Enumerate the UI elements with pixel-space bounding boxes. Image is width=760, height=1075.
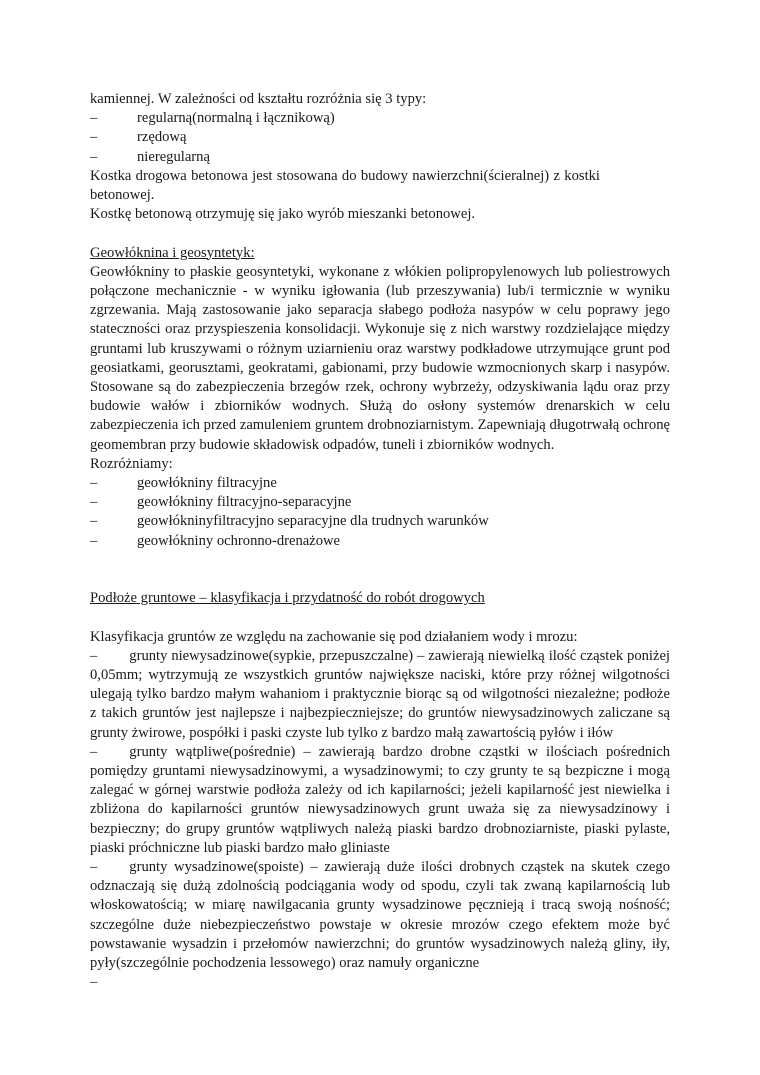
dash-mark: – [90,129,98,146]
list-item [90,532,670,551]
dash-mark: – [90,647,98,664]
soil-item [90,743,670,858]
paragraph-geo: Geowłókniny to płaskie geosyntetyki, wykonane z włókien polipropylenowych lub poliestrowych połączone mechanicznie - w wyniku igłowania (lub przeszywania) lub/i termicznie w wyniku zgrzewania. Mają zastosowanie jako separacja słabego podłoża nasypów w celu poprawy jego stateczności oraz przyspieszenia konsolidacji. Wykonuje się z nich warstwy rozdzielające między gruntami lub kruszywami o różnym uziarnieniu oraz warstwy podkładowe utrzymujące grunt pod geosiatkami, georusztami, geokratami, gabionami, przy budowie wzmocnionych skarp i nasypów. Stosowane są do zabezpieczenia brzegów rzek, ochrony wybrzeży, odzyskiwania lądu oraz przy budowie wałów i zbiorników wodnych. Służą do osłony systemów drenarskich w celu zabezpieczenia ich przed zamuleniem gruntem drobnoziarnistym. Zapewniają długotrwałą ochronę geomembran przy budowie składowisk odpadów, tuneli i zbiorników wodnych. [90,263,670,453]
list-item [90,474,670,493]
soil-item-text: grunty wysadzinowe(spoiste) – zawierają duże ilości drobnych cząstek na skutek czego odznaczają się dużą zdolnością podciągania wody od spodu, czyli tak zwaną kapilarnością lub włoskowatością; w miarę nawilgacania grunty wysadzinowe pęcznieją i tracą swoją nośność; szczególne duże niebezpieczeństwo powstaje w okresie mrozów czego efektem może być powstawanie wysadzin i przełomów nawierzchni; do gruntów wysadzinowych należą gliny, iły, pyły(szczególnie pochodzenia lessowego) oraz namuły organiczne [90,859,670,972]
list-item [90,148,670,167]
soil-item [90,858,670,973]
soil-item-text: grunty wątpliwe(pośrednie) – zawierają bardzo drobne cząstki w ilościach pośrednich pomiędzy gruntami niewysadzinowymi, a wysadzinowymi; to czy grunty te są bezpiczne i mogą zalegać w górnej warstwie podłoża zależy od ich kapilarności; jeżeli kapilarność jest niewielka i zbliżona do kapilarności gruntów niewysadzinowych grunt uważa się za niewysadzinowy i bezpieczny; do grupy gruntów wątpliwych należą piaski bardzo drobnoziarniste, piaski pylaste, piaski próchniczne lub piaski bardzo mało gliniaste [90,743,670,856]
soil-item [90,647,670,743]
dash-mark: – [90,475,98,492]
geo-type: geowłókninyfiltracyjno separacyjne dla trudnych warunków [137,513,489,530]
list-item [90,512,670,531]
geo-type: geowłókniny filtracyjno-separacyjne [137,494,352,511]
dash-mark: – [90,148,98,165]
distinguish-label: Rozróżniamy: [90,455,173,472]
geo-type: geowłókniny ochronno-drenażowe [137,532,341,549]
dash-mark: – [90,532,98,549]
dash-mark: – [90,743,98,760]
type-row: rzędową [137,129,187,146]
soil-item-text: grunty niewysadzinowe(sypkie, przepuszczalne) – zawierają niewielką ilość cząstek poniżej 0,05mm; wytrzymują ze wszystkich gruntów największe naciski, które przy różnej wilgotności ulegają tylko bardzo małym wahaniom i praktycznie biorąc są od wilgotności niezależne; podłoże z takich gruntów jest najlepsze i najbezpieczniejsze; do gruntów niewysadzinowych zaliczane są grunty żwirowe, pospółki i paski czyste lub tylko z bardzo małą zawartością pyłów i iłów [90,647,670,741]
dash-mark: – [90,494,98,511]
list-item [90,493,670,512]
list-item [90,128,670,147]
section-heading-soil: Podłoże gruntowe – klasyfikacja i przydatność do robót drogowych [90,590,485,607]
list-item [90,109,670,128]
dash-mark: – [90,513,98,530]
geo-type: geowłókniny filtracyjne [137,475,277,492]
section-heading-geo: Geowłóknina i geosyntetyk: [90,244,255,261]
type-regular: regularną(normalną i łącznikową) [137,110,335,127]
intro-line: kamiennej. W zależności od kształtu rozróżnia się 3 typy: [90,91,427,107]
dash-mark: – [90,110,98,127]
paragraph-kostka: Kostka drogowa betonowa jest stosowana do budowy nawierzchni(ścieralnej) z kostki betonowej. [90,167,600,204]
trailing-dash: – [90,974,98,991]
soil-intro: Klasyfikacja gruntów ze względu na zachowanie się pod działaniem wody i mrozu: [90,628,578,645]
document-page [90,90,670,992]
paragraph-kostka-2: Kostkę betonową otrzymuję się jako wyrób mieszanki betonowej. [90,206,476,223]
dash-mark: – [90,859,98,876]
type-irregular: nieregularną [137,148,210,165]
